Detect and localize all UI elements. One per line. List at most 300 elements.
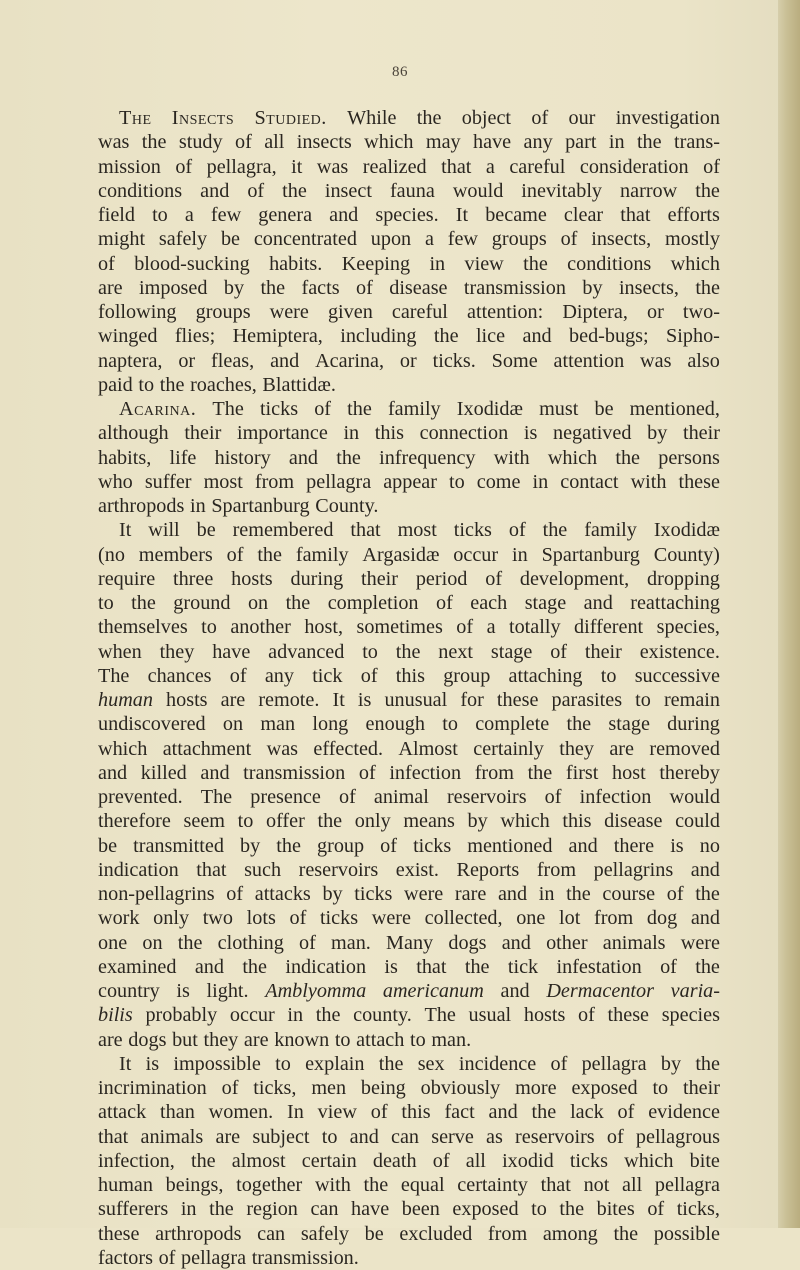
word: the [190,1149,216,1172]
word: of [560,228,578,251]
word: have [212,640,251,663]
word: to [600,664,617,687]
word: these [678,470,720,493]
word: undiscovered [98,713,206,736]
word: to [652,1077,669,1099]
word: death [372,1149,417,1172]
word: with [630,470,667,493]
word: each [470,592,508,614]
word: completion [327,592,419,614]
word: obviously [420,1077,501,1099]
word: attention [553,349,625,372]
word: field [98,204,135,226]
word: this [374,422,404,445]
word: a [424,228,434,251]
word: fact [444,1101,475,1124]
word: most [397,519,437,542]
word: of [247,179,265,202]
word: the [378,1052,404,1075]
word: that [196,858,227,881]
text-line [98,1197,720,1221]
word: advanced [268,640,345,663]
word: of [175,155,193,178]
word: Diptera, [562,301,628,323]
word: could [675,810,720,833]
word: narrow [620,179,678,202]
word: complete [475,713,550,736]
word: first [565,761,599,784]
word: pellagrous [635,1125,720,1148]
word: of [660,955,677,978]
word: in [287,1004,304,1027]
word: they [203,1028,239,1051]
word: of [221,1077,239,1099]
word: consideration [579,155,689,178]
italic-term: Amblyomma [265,980,367,1002]
word: be [98,834,118,857]
word: can [310,1198,339,1221]
word: the [613,1222,639,1245]
word: to [201,616,217,639]
word: have [473,131,512,154]
word: ground [173,592,231,614]
word: species. [375,204,439,226]
word: flies; [174,325,216,348]
word: than [160,1101,195,1124]
word: their [584,640,622,663]
word: in [538,883,555,905]
word: bite [689,1149,720,1172]
word: the [209,1198,234,1221]
text-line [98,640,720,664]
text-line [98,106,720,130]
word: ticks [569,1149,608,1172]
word: Spartanburg [211,495,310,517]
word: lot [559,907,581,930]
word: equal [400,1174,445,1196]
word: by [582,276,603,299]
word: attaching [508,664,583,687]
word: conditions [567,252,652,275]
word: insects [296,131,352,154]
word: enough [365,713,425,736]
word: explain [305,1052,365,1075]
word: man. [431,1028,472,1051]
word: habits. [269,252,323,275]
word: connection [419,422,509,445]
word: together [236,1174,303,1196]
word: removed [649,737,720,760]
word: to [442,713,458,736]
word: to [531,1198,547,1221]
word: from [593,907,634,930]
word: themselves [98,616,188,639]
word: to [138,373,155,396]
word: that [98,1125,129,1148]
word: of [435,592,453,614]
word: conditions [98,179,183,202]
word: study [178,131,223,154]
word: pellagra, [206,155,277,178]
text-line [98,1246,720,1270]
word: the [257,543,282,566]
word: would [452,179,504,202]
word: the [131,592,156,614]
word: transmission [243,761,346,784]
italic-term: Dermacentor [546,980,654,1002]
word: and [329,204,359,226]
word: reservoirs [446,786,527,808]
section-heading: The [119,107,152,129]
word: species [661,1004,720,1027]
word: although [98,422,169,445]
word: would [669,786,720,808]
word: of [531,107,549,129]
word: animals [140,1125,204,1148]
word: were [371,907,411,930]
word: these [98,1222,140,1245]
word: it [291,155,303,178]
body-text [98,106,720,1270]
word: view [317,1101,357,1124]
word: of [158,1246,176,1269]
word: It [119,1052,132,1075]
word: probably [145,1004,218,1027]
text-line [98,227,720,251]
word: The [200,786,233,808]
text-line [98,1003,720,1027]
word: also [687,349,720,372]
word: most [203,470,243,493]
word: insects, [618,276,679,299]
word: facts [301,276,340,299]
word: in [532,470,549,493]
word: by [223,276,245,299]
word: non-pellagrins [98,883,215,905]
word: infection [389,761,462,784]
text-line [98,688,720,712]
word: among [542,1222,598,1245]
word: during [667,713,720,736]
word: which [547,446,598,469]
word: to [362,640,378,663]
text-line [98,664,720,688]
word: negatived [552,422,632,445]
word: roaches, [190,373,257,396]
word: certain [301,1149,357,1172]
word: ticks [354,883,393,905]
text-line [98,809,720,833]
word: no [699,834,720,857]
word: may [425,131,461,154]
word: The [212,398,244,420]
word: of [703,155,720,178]
word: the [695,883,720,905]
word: two- [682,301,720,323]
word: or [647,301,664,323]
word: thereby [659,761,720,784]
word: upon [370,228,412,251]
word: occur [453,543,499,566]
word: that [416,955,447,978]
word: the [615,446,641,469]
word: view [464,252,504,275]
word: Keeping [341,252,411,275]
word: winged [98,325,158,348]
word: their [184,422,222,445]
text-line [98,130,720,154]
text-line [98,1149,720,1173]
word: during [290,567,344,590]
word: the [395,640,421,663]
word: offer [265,810,305,833]
word: are [98,276,123,299]
text-line [98,179,720,203]
word: attacks [254,883,311,905]
text-line [98,203,720,227]
word: and [522,325,552,348]
word: any [523,131,553,154]
word: sufferers [98,1198,169,1221]
word: women. [208,1101,274,1124]
word: totally [508,616,561,639]
word: transmitted [133,834,224,857]
word: by [322,883,343,905]
word: arthropods [155,1222,242,1245]
word: of [456,616,474,639]
word: work [98,907,140,930]
word: but [172,1028,198,1051]
word: means [403,810,455,833]
word: The [98,664,130,687]
text-line [98,615,720,639]
word: are [220,689,246,711]
word: infection [579,786,652,808]
text-line [98,300,720,324]
word: on [247,592,269,614]
word: safely [158,228,208,251]
word: dropping [647,567,720,590]
word: of [356,276,373,299]
word: to [152,204,168,226]
text-line [98,906,720,930]
word: in [189,495,206,517]
word: in [512,543,528,566]
word: pellagrins [593,858,674,881]
word: to [275,1052,291,1075]
word: indication [285,955,367,978]
word: and [200,179,230,202]
word: family [584,519,637,542]
word: is [384,955,398,978]
word: is [357,689,372,711]
word: attention: [467,301,544,323]
word: their [682,1077,720,1099]
word: of [550,640,568,663]
word: was [640,349,672,372]
word: and [349,1125,379,1148]
word: remembered [232,519,334,542]
word: and [497,883,528,905]
word: that [620,204,651,226]
word: of [666,883,684,905]
word: Spartanburg [541,543,640,566]
word: ticks, [253,1077,297,1099]
word: of [606,1125,624,1148]
word: light. [206,980,249,1002]
word: fauna [389,179,435,202]
word: period [415,567,468,590]
word: only [354,810,391,833]
word: as [486,1125,503,1148]
word: effected. [313,737,384,760]
word: can [391,1125,420,1148]
word: the [433,325,459,348]
word: course [602,883,656,905]
word: attachment [162,737,252,760]
word: these [607,1004,650,1027]
word: lots [246,907,276,930]
word: bed-bugs; [569,325,649,348]
text-line [98,785,720,809]
word: reservoirs [515,1125,595,1148]
word: or [178,349,196,372]
word: the [559,1198,585,1221]
word: their [361,567,399,590]
word: disease [604,810,663,833]
word: the [695,276,720,299]
word: more [515,1077,557,1099]
word: and [194,955,224,978]
word: incrimination [98,1077,207,1099]
word: careful [391,301,448,323]
section-heading: Studied. [254,107,327,129]
word: been [401,1198,440,1221]
word: are [98,1028,123,1051]
word: hosts [166,689,208,711]
word: and [288,446,319,469]
text-line [98,1125,720,1149]
word: which [500,810,550,833]
word: the [285,592,311,614]
word: known [274,1028,330,1051]
word: host [612,761,646,784]
word: next [438,640,474,663]
word: of [550,1052,568,1075]
word: infrequency [379,446,476,469]
word: have [351,1198,390,1221]
word: ixodid [502,1149,554,1172]
word: in [180,1198,197,1221]
word: by [660,1052,682,1075]
word: naptera, [98,349,163,372]
word: the [347,398,372,420]
word: dogs [448,931,487,954]
word: development, [519,567,630,590]
text-line [98,1076,720,1100]
word: will [148,519,180,542]
word: can [257,1222,286,1245]
word: occur [229,1004,275,1027]
word: infestation [556,955,642,978]
section-heading: Acarina. [119,398,197,420]
word: might [98,228,146,251]
text-line [98,567,720,591]
word: of [544,786,562,808]
word: the [177,931,203,954]
word: come [476,470,521,493]
word: County) [653,543,720,566]
word: pellagra [306,470,372,493]
word: the [523,252,548,275]
word: must [539,398,579,420]
word: stage [608,713,650,736]
word: with [314,1174,351,1196]
word: clothing [217,931,284,954]
text-line [98,518,720,542]
word: family [295,543,349,566]
word: became [485,204,547,226]
word: of [508,519,526,542]
word: examined [98,955,177,978]
word: imposed [139,276,208,299]
word: the [566,713,592,736]
text-line [98,155,720,179]
word: being [360,1077,406,1099]
word: disease [389,276,448,299]
page-number: 86 [392,64,408,80]
word: existence. [639,640,720,663]
word: concentrated [253,228,357,251]
word: ticks [319,907,359,930]
word: are [609,737,634,760]
word: unusual [384,689,448,711]
word: on [142,931,163,954]
word: the [141,131,167,154]
text-line [98,470,720,494]
word: groups [195,301,251,323]
word: and [98,761,128,784]
word: require [98,567,156,590]
word: animal [373,786,429,808]
word: of [617,1101,635,1124]
word: county. [353,1004,412,1027]
word: collected, [424,907,503,930]
word: tick [312,664,343,687]
text-line [98,1052,720,1076]
text-line [98,421,720,445]
word: exposed [452,1198,519,1221]
word: pellagra [581,1052,647,1075]
word: following [98,301,177,323]
word: The [424,1004,456,1027]
word: to [449,470,465,493]
word: the [566,883,591,905]
text-line [98,494,720,518]
word: of [370,1101,388,1124]
word: sometimes [356,616,443,639]
word: the [464,955,490,978]
text-line [98,1100,720,1124]
word: remote. [258,689,320,711]
word: attach [356,1028,405,1051]
word: In [286,1101,304,1124]
italic-term: americanum [382,980,484,1002]
word: ticks. [432,349,476,372]
word: almost [231,1149,286,1172]
word: were [269,301,309,323]
word: their [682,422,720,445]
